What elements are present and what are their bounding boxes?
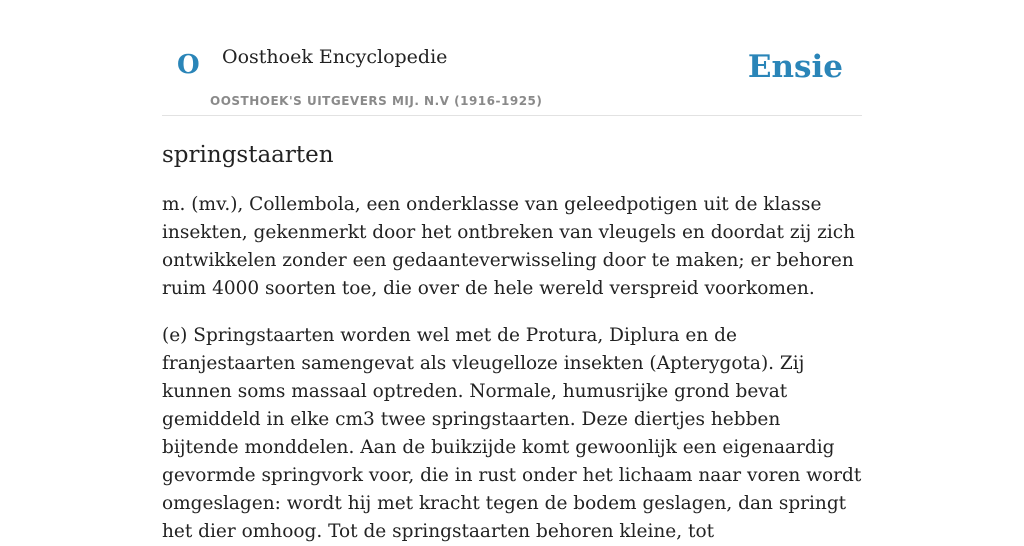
brand-logo[interactable]: Ensie: [747, 49, 843, 85]
publication-title[interactable]: Oosthoek Encyclopedie: [222, 46, 448, 68]
page: [162, 0, 862, 542]
entry-title: springstaarten: [162, 142, 334, 168]
entry-paragraph-definition: m. (mv.), Collembola, een onderklasse van geleedpotigen uit de klasse insekten, gekenmerkt door het ontbreken van vleugels en doordat zij zich ontwikkelen zonder een gedaanteverwisseling door te maken; er behoren ruim 4000 soorten toe, die over de hele wereld verspreid voorkomen.: [162, 193, 856, 299]
header: [162, 0, 862, 116]
publisher-label: OOSTHOEK'S UITGEVERS MIJ. N.V (1916-1925): [210, 94, 543, 108]
entry-paragraph-description: (e) Springstaarten worden wel met de Protura, Diplura en de franjestaarten samengevat als vleugelloze insekten (Apterygota). Zij kunnen soms massaal optreden. Normale, humusrijke grond bevat gemiddeld in elke cm3 twee springstaarten. Deze diertjes hebben bijtende monddelen. Aan de buikzijde komt gewoonlijk een eigenaardig gevormde springvork voor, die in rust onder het lichaam naar voren wordt omgeslagen: wordt hij met kracht tegen de bodem geslagen, dan springt het dier omhoog. Tot de springstaarten behoren kleine, tot: [162, 324, 862, 542]
publication-logo-icon[interactable]: O: [177, 50, 200, 80]
